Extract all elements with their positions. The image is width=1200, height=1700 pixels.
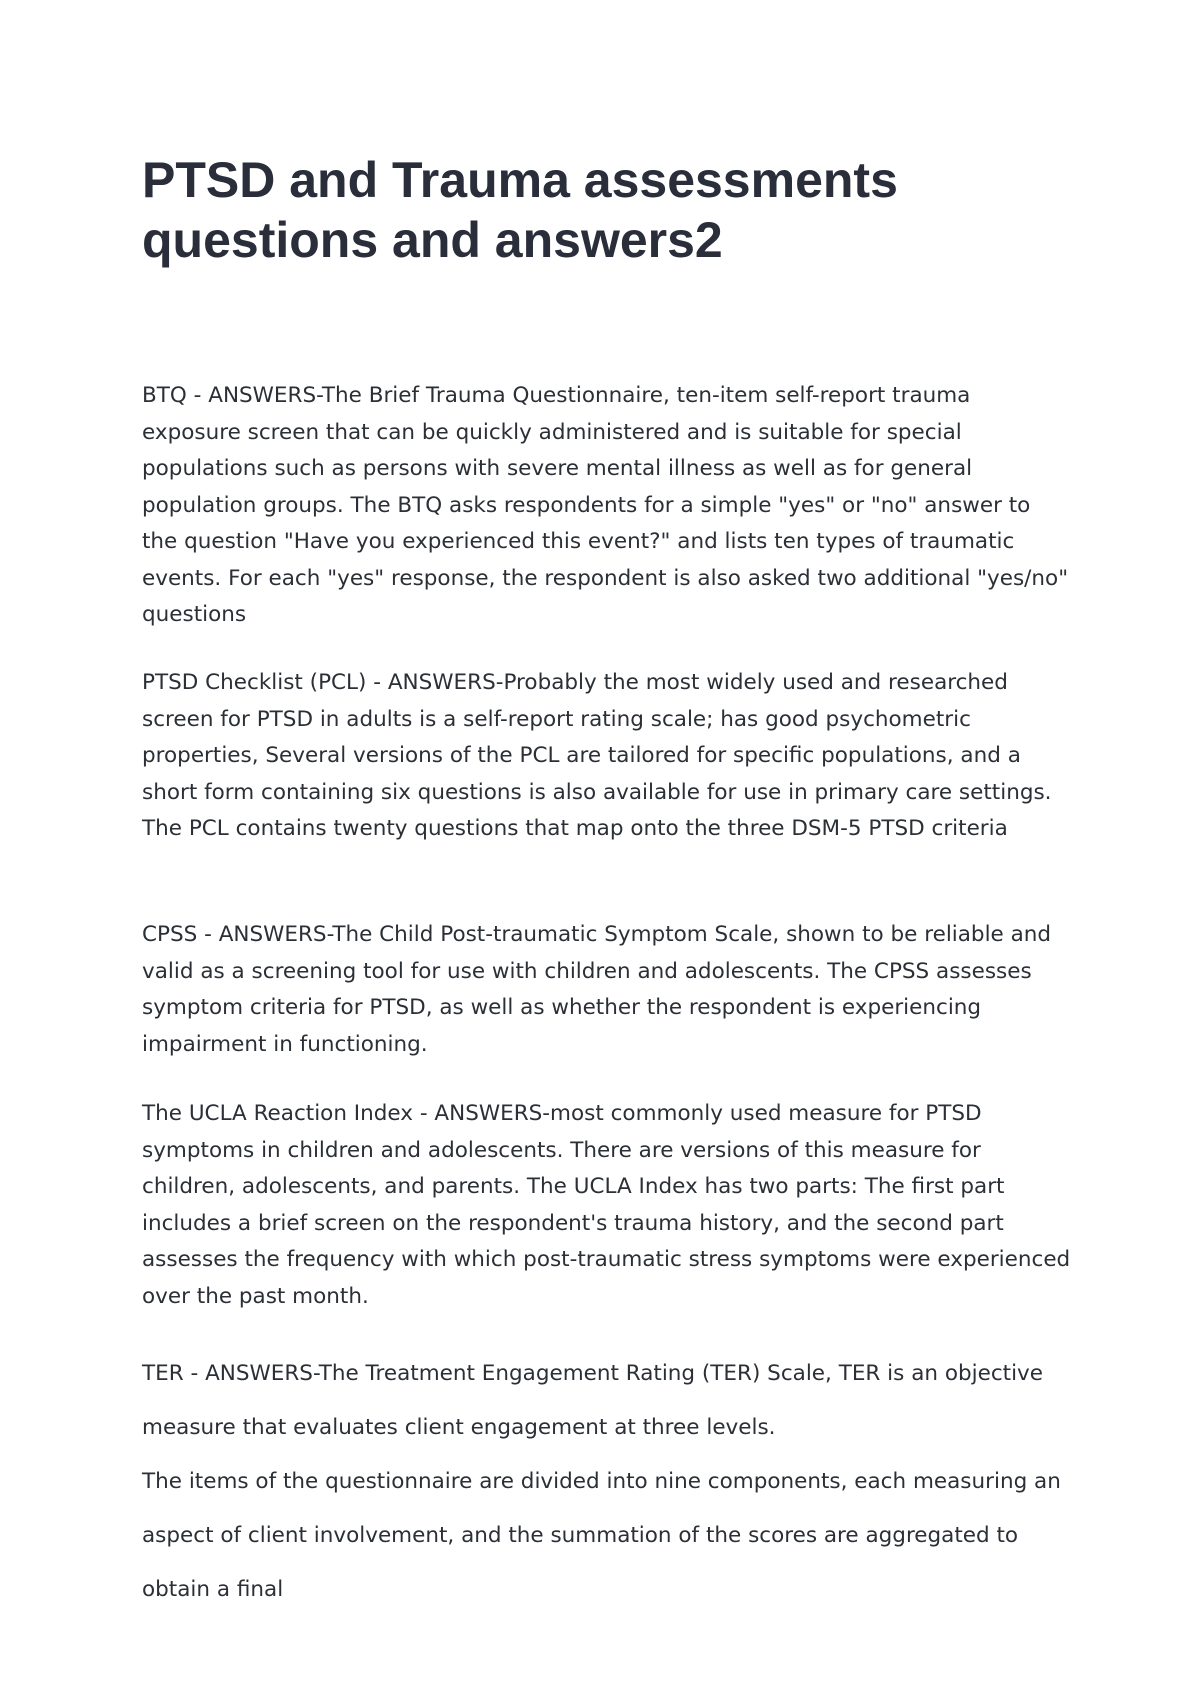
page-title: PTSD and Trauma assessments questions and answers2	[142, 152, 898, 268]
entry-cpss: CPSS - ANSWERS-The Child Post-traumatic Symptom Scale, shown to be reliable and valid as a screening tool for use with children and adolescents. The CPSS assesses symptom criteria for PTSD, as well as whether the respondent is experiencing impairment in functioning.	[142, 922, 1052, 1057]
entry-btq: BTQ - ANSWERS-The Brief Trauma Questionnaire, ten-item self-report trauma exposure screen that can be quickly administered and is suitable for special populations such as persons with severe mental illness as well as for general population groups. The BTQ asks respondents for a simple "yes" or "no" answer to the question "Have you experienced this event?" and lists ten types of traumatic events. For each "yes" response, the respondent is also asked two additional "yes/no" questions	[142, 383, 1069, 627]
entry-pcl: PTSD Checklist (PCL) - ANSWERS-Probably the most widely used and researched screen for PTSD in adults is a self-report rating scale; has good psychometric properties, Several versions of the PCL are tailored for specific populations, and a short form containing six questions is also available for use in primary care settings. The PCL contains twenty questions that map onto the three DSM-5 PTSD criteria	[142, 670, 1052, 841]
entry-ucla: The UCLA Reaction Index - ANSWERS-most commonly used measure for PTSD symptoms in children and adolescents. There are versions of this measure for children, adolescents, and parents. The UCLA Index has two parts: The first part includes a brief screen on the respondent's trauma history, and the second part assesses the frequency with which post-traumatic stress symptoms were experienced over the past month.	[142, 1101, 1071, 1309]
entry-ter: TER - ANSWERS-The Treatment Engagement Rating (TER) Scale, TER is an objective measure that evaluates client engagement at three levels.	[142, 1361, 1044, 1440]
entry-ter-continued: The items of the questionnaire are divided into nine components, each measuring an aspect of client involvement, and the summation of the scores are aggregated to obtain a final	[142, 1469, 1061, 1602]
